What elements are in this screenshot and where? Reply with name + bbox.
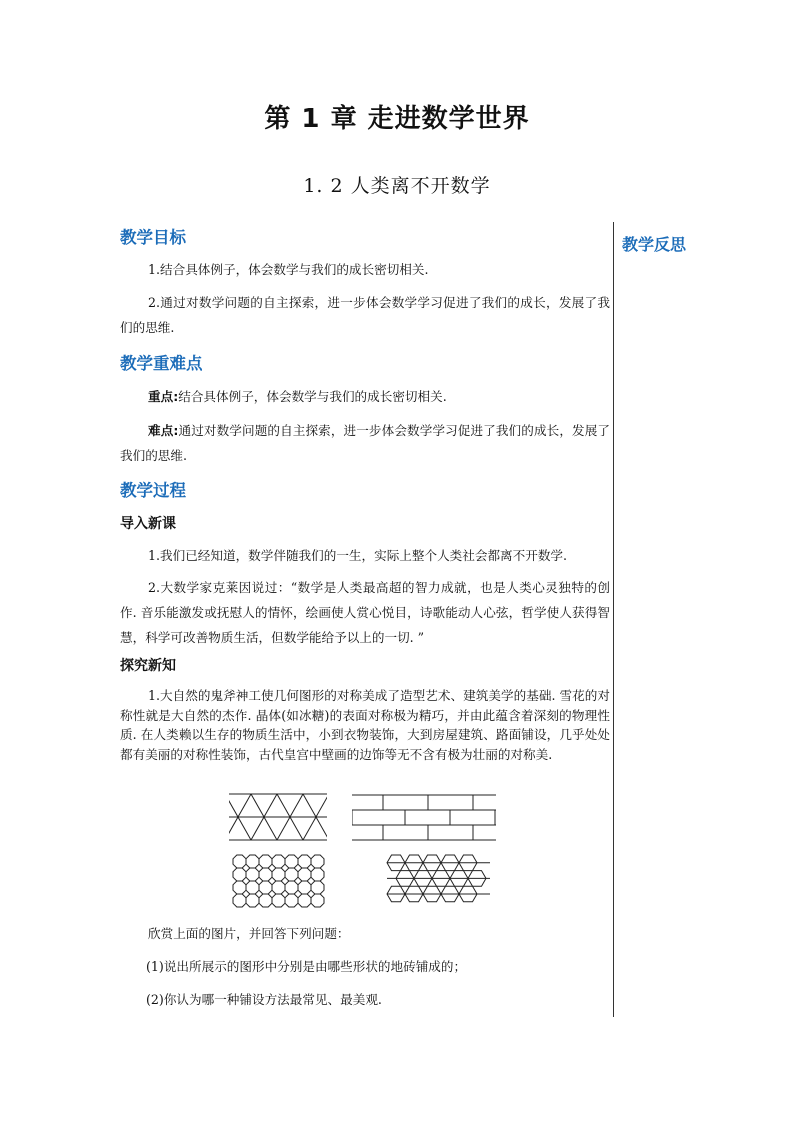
question-2: (2)你认为哪一种铺设方法最常见、最美观. xyxy=(146,992,382,1007)
chapter-title: 第 1 章 走进数学世界 xyxy=(264,104,530,134)
difficulty-label: 难点: xyxy=(148,423,179,438)
process-heading: 教学过程 xyxy=(120,481,186,500)
octagon-square-tiling-figure xyxy=(231,853,327,911)
brick-tiling-figure xyxy=(352,794,496,842)
reflection-heading: 教学反思 xyxy=(622,235,687,254)
objective-item-2: 2.通过对数学问题的自主探索，进一步体会数学学习促进了我们的成长，发展了我们的思维. xyxy=(120,295,610,335)
objective-item-1: 1.结合具体例子，体会数学与我们的成长密切相关. xyxy=(148,262,429,277)
column-divider xyxy=(613,222,614,1017)
hexagon-triangle-tiling-figure xyxy=(385,853,493,911)
question-1: (1)说出所展示的图形中分别是由哪些形状的地砖铺成的； xyxy=(146,959,467,974)
difficulty-text: 通过对数学问题的自主探索，进一步体会数学学习促进了我们的成长，发展了我们的思维. xyxy=(120,423,611,463)
key-point-text: 结合具体例子，体会数学与我们的成长密切相关. xyxy=(178,389,447,404)
intro-heading: 导入新课 xyxy=(120,516,176,532)
figure-prompt: 欣赏上面的图片，并回答下列问题： xyxy=(148,926,350,941)
key-points-heading: 教学重难点 xyxy=(120,354,203,373)
objectives-heading: 教学目标 xyxy=(120,228,186,247)
difficulty-paragraph xyxy=(120,418,610,468)
triangle-tiling-figure xyxy=(229,793,327,841)
section-title: 1. 2 人类离不开数学 xyxy=(303,175,491,197)
explore-paragraph: 1.大自然的鬼斧神工使几何图形的对称美成了造型艺术、建筑美学的基础. 雪花的对称性就是大自然的杰作. 晶体(如冰糖)的表面对称极为精巧，并由此蕴含着深刻的物理性质. 在人类赖以生存的物质生活中，小到衣物装饰，大到房屋建筑、路面铺设，几乎处处都有美丽的对称性装饰，古代皇宫中壁画的边饰等无不含有极为壮丽的对称美. xyxy=(120,688,610,762)
intro-item-1: 1.我们已经知道，数学伴随我们的一生，实际上整个人类社会都离不开数学. xyxy=(148,548,568,563)
key-point-paragraph xyxy=(120,384,610,409)
intro-item-2: 2.大数学家克莱因说过：“数学是人类最高超的智力成就，也是人类心灵独特的创作. 音乐能激发或抚慰人的情怀，绘画使人赏心悦目，诗歌能动人心弦，哲学使人获得智慧，科学可改善物质生活，但数学能给予以上的一切. ” xyxy=(120,580,610,645)
explore-heading: 探究新知 xyxy=(120,658,176,674)
key-point-label: 重点: xyxy=(148,389,179,404)
